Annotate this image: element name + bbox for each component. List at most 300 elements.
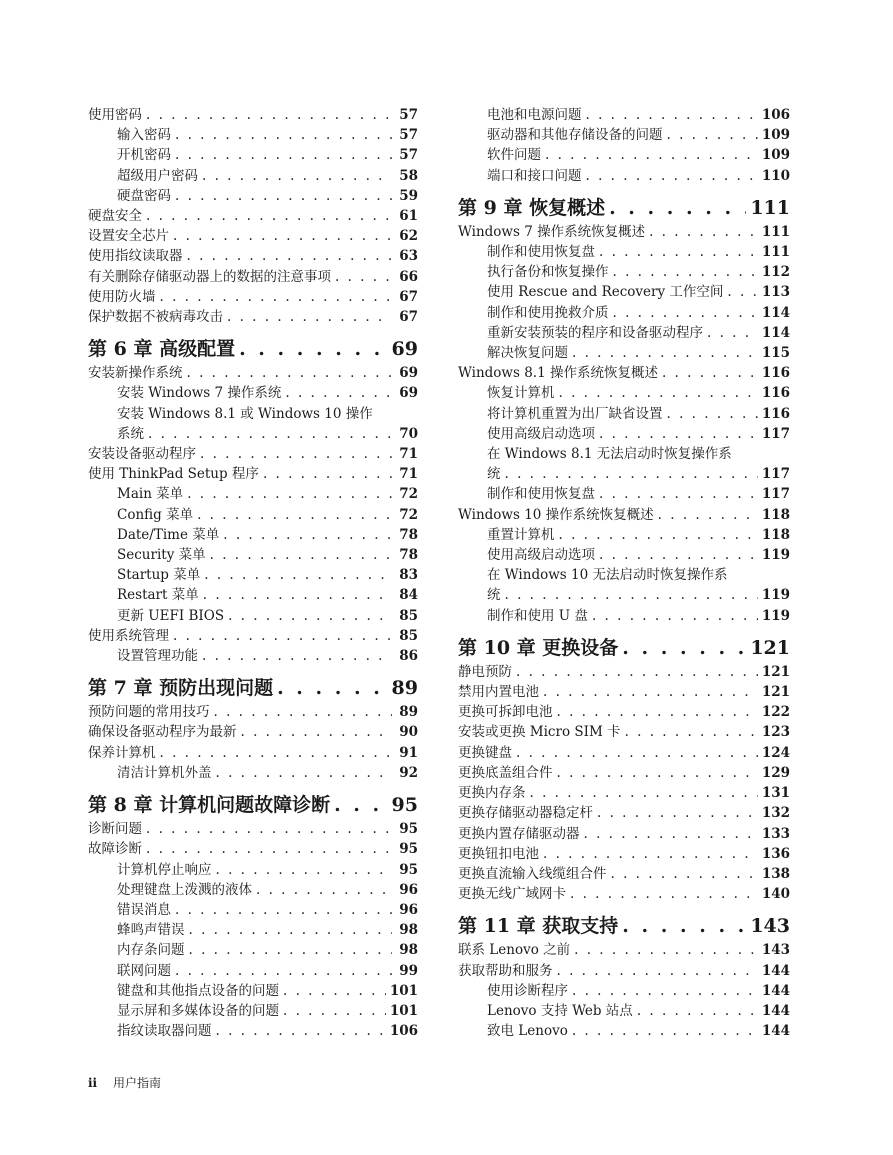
toc-entry[interactable] <box>88 206 418 226</box>
entry-page-number: 61 <box>399 208 418 225</box>
entry-page-number: 144 <box>761 1023 790 1040</box>
dot-leader <box>557 702 758 722</box>
chapter-title: 第 9 章 恢复概述 <box>458 196 606 219</box>
entry-title: 使用高级启动选项 <box>487 547 595 564</box>
dot-leader <box>559 525 758 545</box>
entry-title: 输入密码 <box>117 127 171 144</box>
entry-title: 保养计算机 <box>88 744 156 761</box>
entry-title: Windows 10 操作系统恢复概述 <box>458 506 654 523</box>
entry-page-number: 98 <box>399 922 418 939</box>
dot-leader <box>197 505 392 525</box>
toc-entry[interactable] <box>458 242 790 262</box>
entry-page-number: 136 <box>761 845 790 862</box>
toc-entry[interactable] <box>458 961 790 981</box>
entry-title: 更换钮扣电池 <box>458 845 539 862</box>
chapter-title: 第 11 章 获取支持 <box>458 915 619 938</box>
entry-page-number: 58 <box>399 167 418 184</box>
entry-page-number: 86 <box>399 648 418 665</box>
toc-entry[interactable] <box>88 307 418 327</box>
toc-entry[interactable] <box>458 424 790 444</box>
entry-page-number: 92 <box>399 764 418 781</box>
entry-title-line1: 在 Windows 10 无法启动时恢复操作系 <box>487 567 728 584</box>
toc-entry[interactable] <box>88 145 418 165</box>
toc-entry[interactable] <box>88 363 418 383</box>
entry-page-number: 57 <box>399 127 418 144</box>
dot-leader <box>202 646 392 666</box>
entry-page-number: 67 <box>399 309 418 326</box>
dot-leader <box>613 262 758 282</box>
dot-leader <box>667 125 758 145</box>
toc-entry[interactable] <box>88 383 418 403</box>
toc-entry[interactable] <box>88 920 418 940</box>
entry-page-number: 90 <box>399 724 418 741</box>
entry-page-number: 85 <box>399 627 418 644</box>
entry-title-line2: 系统 <box>117 425 144 442</box>
toc-chapter-heading[interactable] <box>458 196 790 220</box>
toc-entry[interactable] <box>458 743 790 763</box>
toc-entry[interactable] <box>88 646 418 666</box>
entry-title: 使用指纹读取器 <box>88 248 183 265</box>
dot-leader <box>505 585 758 605</box>
dot-leader <box>148 424 392 444</box>
dot-leader <box>611 864 758 884</box>
entry-title: 更换底盖组合件 <box>458 764 553 781</box>
toc-entry[interactable] <box>458 606 790 626</box>
toc-entry[interactable] <box>88 464 418 484</box>
chapter-page-number: 111 <box>750 196 790 219</box>
toc-entry[interactable] <box>88 961 418 981</box>
entry-page-number: 138 <box>761 865 790 882</box>
entry-page-number: 121 <box>761 663 790 680</box>
toc-entry[interactable] <box>458 323 790 343</box>
entry-title: 使用防火墙 <box>88 288 156 305</box>
entry-page-number: 140 <box>761 886 790 903</box>
toc-entry[interactable] <box>458 783 790 803</box>
toc-entry[interactable] <box>88 125 418 145</box>
entry-page-number: 119 <box>761 607 790 624</box>
dot-leader <box>227 307 392 327</box>
entry-page-number: 119 <box>761 587 790 604</box>
dot-leader <box>202 166 392 186</box>
dot-leader <box>146 206 392 226</box>
entry-title: 计算机停止响应 <box>117 861 212 878</box>
toc-entry[interactable] <box>88 404 418 444</box>
entry-title-line2: 统 <box>487 466 501 483</box>
entry-title: 内存条问题 <box>117 942 185 959</box>
dot-leader <box>283 1001 386 1021</box>
entry-page-number: 69 <box>399 385 418 402</box>
entry-title: 更换直流输入线缆组合件 <box>458 865 607 882</box>
dot-leader <box>175 186 392 206</box>
toc-entry[interactable] <box>88 940 418 960</box>
toc-entry[interactable] <box>458 282 790 302</box>
toc-entry[interactable] <box>458 105 790 125</box>
dot-leader <box>597 803 758 823</box>
entry-page-number: 57 <box>399 107 418 123</box>
entry-title: 制作和使用挽救介质 <box>487 304 609 321</box>
entry-title: 安装设备驱动程序 <box>88 446 196 463</box>
entry-title: 错误消息 <box>117 901 171 918</box>
entry-title: 静电预防 <box>458 663 512 680</box>
toc-entry[interactable] <box>88 246 418 266</box>
toc-entry[interactable] <box>458 484 790 504</box>
dot-leader <box>204 565 392 585</box>
entry-title: 端口和接口问题 <box>487 167 582 184</box>
dot-leader <box>609 196 746 220</box>
toc-entry[interactable] <box>458 702 790 722</box>
entry-title: 禁用内置电池 <box>458 684 539 701</box>
dot-leader <box>516 743 758 763</box>
entry-page-number: 133 <box>761 825 790 842</box>
dot-leader <box>599 484 758 504</box>
entry-title: 执行备份和恢复操作 <box>487 264 609 281</box>
entry-page-number: 70 <box>399 425 418 442</box>
entry-title: 重新安装预装的程序和设备驱动程序 <box>487 324 703 341</box>
entry-page-number: 119 <box>761 547 790 564</box>
entry-page-number: 124 <box>761 744 790 761</box>
entry-page-number: 117 <box>761 425 790 442</box>
entry-title: 开机密码 <box>117 147 171 164</box>
toc-entry[interactable] <box>458 662 790 682</box>
entry-title: 软件问题 <box>487 147 541 164</box>
dot-leader <box>200 444 392 464</box>
entry-page-number: 115 <box>761 345 790 362</box>
entry-page-number: 84 <box>399 587 418 604</box>
toc-entry[interactable] <box>458 864 790 884</box>
entry-title: 键盘和其他指点设备的问题 <box>117 982 279 999</box>
entry-page-number: 132 <box>761 805 790 822</box>
dot-leader <box>662 363 758 383</box>
entry-page-number: 111 <box>761 244 790 261</box>
chapter-page-number: 89 <box>391 677 418 700</box>
entry-title: 更换内置存储驱动器 <box>458 825 580 842</box>
entry-title: 安装 Windows 7 操作系统 <box>117 385 282 402</box>
toc-entry[interactable] <box>88 626 418 646</box>
entry-page-number: 66 <box>399 268 418 285</box>
toc-right-column <box>458 105 790 1041</box>
entry-page-number: 71 <box>399 466 418 483</box>
entry-title: 诊断问题 <box>88 821 142 838</box>
entry-title: 蜂鸣声错误 <box>117 922 185 939</box>
toc-entry[interactable] <box>88 585 418 605</box>
toc-entry[interactable] <box>458 884 790 904</box>
entry-page-number: 99 <box>399 962 418 979</box>
entry-page-number: 114 <box>761 304 790 321</box>
toc-chapter-heading[interactable] <box>458 636 790 660</box>
entry-title: Config 菜单 <box>117 506 194 523</box>
entry-title: 指纹读取器问题 <box>117 1023 212 1040</box>
toc-entry[interactable] <box>88 880 418 900</box>
dot-leader <box>543 682 758 702</box>
dot-leader <box>622 636 746 660</box>
toc-entry[interactable] <box>88 606 418 626</box>
toc-entry[interactable] <box>88 900 418 920</box>
toc-entry[interactable] <box>458 404 790 424</box>
dot-leader <box>173 226 392 246</box>
entry-page-number: 106 <box>761 107 790 123</box>
toc-entry[interactable] <box>458 545 790 565</box>
entry-title: 致电 Lenovo <box>487 1023 568 1040</box>
entry-page-number: 122 <box>761 704 790 721</box>
dot-leader <box>574 940 758 960</box>
toc-entry[interactable] <box>88 819 418 839</box>
entry-title: 重置计算机 <box>487 526 555 543</box>
dot-leader <box>216 1021 386 1041</box>
footer-page-number: ii <box>88 1076 98 1090</box>
toc-entry[interactable] <box>458 803 790 823</box>
chapter-title: 第 7 章 预防出现问题 <box>88 677 274 700</box>
dot-leader <box>592 606 758 626</box>
dot-leader <box>543 844 758 864</box>
entry-title: 解决恢复问题 <box>487 345 568 362</box>
entry-title: 安装或更换 Micro SIM 卡 <box>458 724 621 741</box>
entry-page-number: 101 <box>389 1002 418 1019</box>
entry-title: 驱动器和其他存储设备的问题 <box>487 127 663 144</box>
dot-leader <box>277 676 387 700</box>
toc-entry[interactable] <box>88 763 418 783</box>
dot-leader <box>210 545 392 565</box>
dot-leader <box>256 880 392 900</box>
dot-leader <box>241 722 393 742</box>
entry-title: 制作和使用恢复盘 <box>487 486 595 503</box>
toc-entry[interactable] <box>458 940 790 960</box>
entry-title-line2-wrapper <box>487 464 790 484</box>
entry-title: 超级用户密码 <box>117 167 198 184</box>
toc-entry[interactable] <box>458 222 790 242</box>
dot-leader <box>727 282 757 302</box>
toc-entry[interactable] <box>88 702 418 722</box>
entry-title-line2-wrapper <box>117 424 418 444</box>
entry-page-number: 121 <box>761 684 790 701</box>
toc-chapter-heading[interactable] <box>458 914 790 938</box>
dot-leader <box>160 287 393 307</box>
entry-title-line1: 安装 Windows 8.1 或 Windows 10 操作 <box>117 405 373 422</box>
toc-entry[interactable] <box>88 565 418 585</box>
toc-entry[interactable] <box>88 545 418 565</box>
entry-title: 更换可拆卸电池 <box>458 704 553 721</box>
entry-title: 更换存储驱动器稳定杆 <box>458 805 593 822</box>
toc-entry[interactable] <box>88 505 418 525</box>
entry-title-line1: 在 Windows 8.1 无法启动时恢复操作系 <box>487 446 732 463</box>
dot-leader <box>572 981 758 1001</box>
dot-leader <box>146 819 392 839</box>
entry-page-number: 118 <box>761 506 790 523</box>
dot-leader <box>175 961 392 981</box>
entry-page-number: 113 <box>761 284 790 301</box>
entry-page-number: 96 <box>399 901 418 918</box>
chapter-title: 第 10 章 更换设备 <box>458 636 619 659</box>
entry-title: Date/Time 菜单 <box>117 526 220 543</box>
dot-leader <box>557 763 758 783</box>
entry-page-number: 116 <box>761 385 790 402</box>
dot-leader <box>584 824 758 844</box>
chapter-title: 第 6 章 高级配置 <box>88 338 236 361</box>
page-footer <box>88 1074 161 1091</box>
entry-page-number: 63 <box>399 248 418 265</box>
toc-entry[interactable] <box>458 166 790 186</box>
toc-entry[interactable] <box>88 186 418 206</box>
dot-leader <box>586 105 758 125</box>
entry-title: 清洁计算机外盖 <box>117 764 212 781</box>
toc-chapter-heading[interactable] <box>88 793 418 817</box>
dot-leader <box>239 337 387 361</box>
entry-page-number: 144 <box>761 962 790 979</box>
dot-leader <box>203 585 392 605</box>
entry-title: Main 菜单 <box>117 486 184 503</box>
entry-page-number: 143 <box>761 942 790 959</box>
toc-entry[interactable] <box>458 363 790 383</box>
entry-title: Restart 菜单 <box>117 587 199 604</box>
dot-leader <box>216 860 393 880</box>
entry-title: 使用密码 <box>88 107 142 123</box>
toc-entry[interactable] <box>88 166 418 186</box>
dot-leader <box>263 464 392 484</box>
dot-leader <box>216 763 393 783</box>
toc-entry[interactable] <box>458 343 790 363</box>
toc-entry[interactable] <box>88 1001 418 1021</box>
toc-entry[interactable] <box>458 844 790 864</box>
dot-leader <box>160 743 393 763</box>
entry-page-number: 62 <box>399 228 418 245</box>
entry-title: Windows 7 操作系统恢复概述 <box>458 223 646 240</box>
entry-page-number: 78 <box>399 547 418 564</box>
entry-title: 有关删除存储驱动器上的数据的注意事项 <box>88 268 331 285</box>
entry-page-number: 95 <box>399 861 418 878</box>
toc-entry[interactable] <box>458 505 790 525</box>
entry-page-number: 57 <box>399 147 418 164</box>
entry-title: 保护数据不被病毒攻击 <box>88 309 223 326</box>
entry-page-number: 116 <box>761 405 790 422</box>
dot-leader <box>175 900 392 920</box>
toc-entry[interactable] <box>88 287 418 307</box>
toc-entry[interactable] <box>88 105 418 125</box>
entry-page-number: 78 <box>399 526 418 543</box>
dot-leader <box>187 484 392 504</box>
toc-entry[interactable] <box>88 1021 418 1041</box>
toc-entry[interactable] <box>458 125 790 145</box>
entry-title: 获取帮助和服务 <box>458 962 553 979</box>
dot-leader <box>599 424 758 444</box>
dot-leader <box>559 383 758 403</box>
dot-leader <box>189 940 393 960</box>
entry-title: 更换键盘 <box>458 744 512 761</box>
dot-leader <box>530 783 758 803</box>
toc-entry[interactable] <box>458 1021 790 1041</box>
dot-leader <box>572 343 758 363</box>
entry-page-number: 109 <box>761 127 790 144</box>
entry-title: 使用系统管理 <box>88 627 169 644</box>
toc-entry[interactable] <box>88 981 418 1001</box>
entry-page-number: 144 <box>761 1002 790 1019</box>
toc-entry[interactable] <box>458 981 790 1001</box>
toc-left-column <box>88 105 418 1041</box>
dot-leader <box>283 981 386 1001</box>
toc-entry[interactable] <box>458 303 790 323</box>
toc-entry[interactable] <box>88 839 418 859</box>
dot-leader <box>187 363 393 383</box>
entry-page-number: 129 <box>761 764 790 781</box>
toc-entry[interactable] <box>458 145 790 165</box>
entry-title: 电池和电源问题 <box>487 107 582 123</box>
toc-chapter-heading[interactable] <box>88 337 418 361</box>
entry-page-number: 67 <box>399 288 418 305</box>
entry-page-number: 59 <box>399 187 418 204</box>
toc-entry[interactable] <box>88 226 418 246</box>
dot-leader <box>228 606 392 626</box>
toc-entry[interactable] <box>458 722 790 742</box>
toc-entry[interactable] <box>88 722 418 742</box>
toc-entry[interactable] <box>458 824 790 844</box>
dot-leader <box>285 383 392 403</box>
dot-leader <box>146 839 392 859</box>
chapter-page-number: 95 <box>391 794 418 817</box>
toc-entry[interactable] <box>88 743 418 763</box>
dot-leader <box>658 505 758 525</box>
toc-entry[interactable] <box>458 763 790 783</box>
dot-leader <box>545 145 758 165</box>
toc-entry[interactable] <box>458 682 790 702</box>
dot-leader <box>223 525 392 545</box>
entry-title-line2: 统 <box>487 587 501 604</box>
entry-title: Lenovo 支持 Web 站点 <box>487 1002 633 1019</box>
entry-page-number: 85 <box>399 607 418 624</box>
entry-title: 硬盘密码 <box>117 187 171 204</box>
entry-page-number: 123 <box>761 724 790 741</box>
entry-title: 更新 UEFI BIOS <box>117 607 225 624</box>
toc-entry[interactable] <box>88 525 418 545</box>
entry-page-number: 131 <box>761 785 790 802</box>
entry-page-number: 117 <box>761 486 790 503</box>
chapter-page-number: 121 <box>750 636 790 659</box>
toc-entry[interactable] <box>458 262 790 282</box>
dot-leader <box>570 884 758 904</box>
entry-page-number: 72 <box>399 506 418 523</box>
toc-entry[interactable] <box>458 565 790 605</box>
toc-entry[interactable] <box>88 444 418 464</box>
dot-leader <box>175 125 392 145</box>
dot-leader <box>707 323 758 343</box>
toc-entry[interactable] <box>88 484 418 504</box>
entry-title: 使用 ThinkPad Setup 程序 <box>88 466 259 483</box>
toc-entry[interactable] <box>458 444 790 484</box>
entry-title: Startup 菜单 <box>117 567 201 584</box>
toc-chapter-heading[interactable] <box>88 676 418 700</box>
entry-page-number: 101 <box>389 982 418 999</box>
toc-entry[interactable] <box>458 383 790 403</box>
entry-page-number: 96 <box>399 881 418 898</box>
dot-leader <box>572 1021 758 1041</box>
dot-leader <box>187 246 393 266</box>
entry-page-number: 116 <box>761 365 790 382</box>
entry-title: Security 菜单 <box>117 547 206 564</box>
toc-entry[interactable] <box>88 860 418 880</box>
entry-title: 设置安全芯片 <box>88 228 169 245</box>
toc-entry[interactable] <box>458 1001 790 1021</box>
entry-page-number: 109 <box>761 147 790 164</box>
entry-page-number: 118 <box>761 526 790 543</box>
dot-leader <box>516 662 758 682</box>
toc-entry[interactable] <box>458 525 790 545</box>
dot-leader <box>586 166 758 186</box>
chapter-page-number: 143 <box>750 915 790 938</box>
dot-leader <box>189 920 393 940</box>
entry-title-line2-wrapper <box>487 585 790 605</box>
dot-leader <box>599 545 758 565</box>
toc-entry[interactable] <box>88 267 418 287</box>
entry-page-number: 72 <box>399 486 418 503</box>
entry-title: 使用 Rescue and Recovery 工作空间 <box>487 284 724 301</box>
footer-title: 用户指南 <box>112 1076 161 1090</box>
